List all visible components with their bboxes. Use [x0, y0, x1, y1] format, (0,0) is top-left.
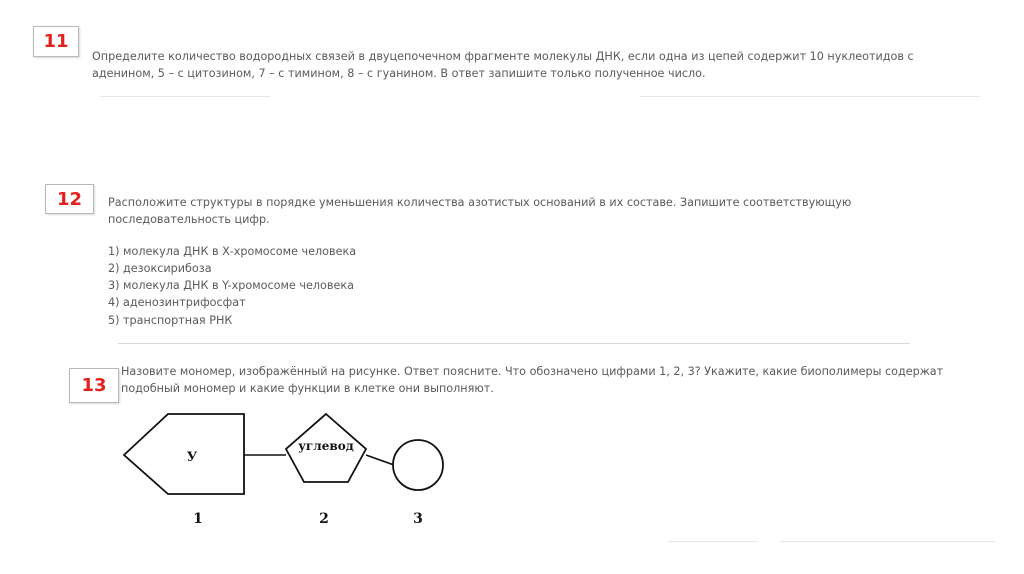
question-line: подобный мономер и какие функции в клетке они выполняют. — [121, 382, 494, 395]
question-line: последовательность цифр. — [108, 213, 270, 226]
faint-rule — [668, 541, 758, 542]
answer-option: 2) дезоксирибоза — [108, 262, 212, 275]
diagram-number: 1 — [193, 511, 203, 527]
answer-option: 1) молекула ДНК в Х-хромосоме человека — [108, 245, 357, 258]
faint-rule — [780, 541, 995, 542]
diagram-number: 3 — [413, 511, 423, 527]
question-number: 12 — [56, 188, 83, 210]
diagram-number: 2 — [319, 511, 329, 527]
question-line: Назовите мономер, изображённый на рисунке. Ответ поясните. Что обозначено цифрами 1, 2, 3? Укажите, какие биополимеры содержат — [121, 365, 944, 378]
phosphate-circle-shape — [393, 440, 443, 490]
sugar-label: углевод — [298, 439, 354, 453]
nitrogenous-base-shape — [124, 414, 244, 494]
answer-option: 5) транспортная РНК — [108, 314, 233, 327]
question-line: Расположите структуры в порядке уменьшения количества азотистых оснований в их составе. Запишите соответствующую — [108, 196, 852, 209]
question-number: 13 — [81, 375, 107, 396]
question-line: Определите количество водородных связей в двуцепочечном фрагменте молекулы ДНК, если одна из цепей содержит 10 нуклеотидов с — [92, 50, 914, 63]
question-number: 11 — [43, 31, 69, 52]
answer-option: 4) аденозинтрифосфат — [108, 296, 246, 309]
sugar-phosphate-bond — [366, 455, 394, 465]
answer-option: 3) молекула ДНК в Y-хромосоме человека — [108, 279, 354, 292]
base-label: У — [186, 450, 198, 465]
question-line: аденином, 5 – с цитозином, 7 – с тимином, 8 – с гуанином. В ответ запишите только полученное число. — [92, 67, 706, 80]
